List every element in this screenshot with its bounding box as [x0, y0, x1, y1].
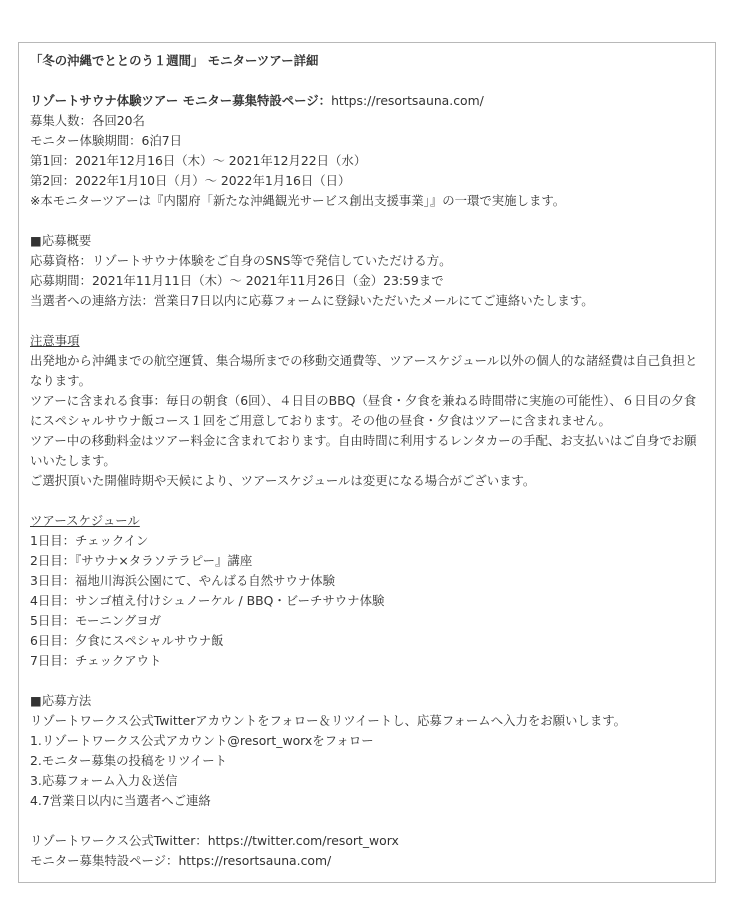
notes-heading: 注意事項 — [30, 333, 80, 348]
schedule-day: 5日目：モーニングヨガ — [30, 613, 162, 628]
schedule-day: 3日目：福地川海浜公園にて、やんばる自然サウナ体験 — [30, 573, 336, 588]
spacer — [30, 311, 707, 331]
contact-method: 当選者への連絡方法：営業日7日以内に応募フォームに登録いただいたメールにてご連絡いたします。 — [30, 293, 594, 308]
apply-step: 3.応募フォーム入力＆送信 — [30, 773, 178, 788]
notes-paragraph-1: 出発地から沖縄までの航空運賃、集合場所までの移動交通費等、ツアースケジュール以外の個人的な諸経費は自己負担となります。 — [30, 353, 698, 388]
eligibility-text: 応募資格：リゾートサウナ体験をご自身のSNS等で発信していただける方。 — [30, 253, 452, 268]
apply-step: 4.7営業日以内に当選者へご連絡 — [30, 793, 211, 808]
schedule-day: 6日目：夕食にスペシャルサウナ飯 — [30, 633, 224, 648]
notes-paragraph-4: ご選択頂いた開催時期や天候により、ツアースケジュールは変更になる場合がございます。 — [30, 473, 536, 488]
special-page-url[interactable]: https://resortsauna.com/ — [331, 93, 484, 108]
special-page-link[interactable]: モニター募集特設ページ：https://resortsauna.com/ — [30, 853, 332, 868]
spacer — [30, 671, 707, 691]
special-page-line — [30, 91, 707, 111]
schedule-day: 2日目：『サウナ×タラソテラピー』講座 — [30, 553, 253, 568]
program-note: ※本モニターツアーは『内閣府「新たな沖縄観光サービス創出支援事業」』の一環で実施します。 — [30, 193, 566, 208]
overview-heading: ■応募概要 — [30, 233, 92, 248]
notes-paragraph-3: ツアー中の移動料金はツアー料金に含まれております。自由時間に利用するレンタカーの手配、お支払いはご自身でお願いいたします。 — [30, 433, 697, 468]
spacer — [30, 211, 707, 231]
apply-step: 2.モニター募集の投稿をリツイート — [30, 753, 228, 768]
schedule-day: 1日目：チェックイン — [30, 533, 149, 548]
recruit-count: 募集人数：各回20名 — [30, 113, 145, 128]
notes-paragraph-2: ツアーに含まれる食事：毎日の朝食（6回）、４日目のBBQ（昼食・夕食を兼ねる時間帯に実施の可能性）、６日目の夕食にスペシャルサウナ飯コース１回をご用意しております。その他の昼食・夕食はツアーに含まれません。 — [30, 393, 697, 428]
apply-heading: ■応募方法 — [30, 693, 92, 708]
application-period: 応募期間：2021年11月11日（木）～ 2021年11月26日（金）23:59まで — [30, 273, 444, 288]
round-2-dates: 第2回：2022年1月10日（月）～ 2022年1月16日（日） — [30, 173, 351, 188]
spacer — [30, 491, 707, 511]
schedule-day: 4日目：サンゴ植え付けシュノーケル / BBQ・ビーチサウナ体験 — [30, 593, 385, 608]
schedule-heading: ツアースケジュール — [30, 513, 140, 528]
apply-intro: リゾートワークス公式Twitterアカウントをフォロー＆リツイートし、応募フォームへ入力をお願いします。 — [30, 713, 627, 728]
special-page-label: リゾートサウナ体験ツアー モニター募集特設ページ： — [30, 93, 332, 108]
round-1-dates: 第1回：2021年12月16日（木）～ 2021年12月22日（水） — [30, 153, 367, 168]
apply-step: 1.リゾートワークス公式アカウント@resort_worxをフォロー — [30, 733, 374, 748]
schedule-day: 7日目：チェックアウト — [30, 653, 162, 668]
article-frame — [18, 42, 716, 883]
spacer — [30, 811, 707, 831]
article-title: 「冬の沖縄でととのう１週間」 モニターツアー詳細 — [30, 53, 319, 68]
experience-period: モニター体験期間：6泊7日 — [30, 133, 183, 148]
article-content — [30, 51, 707, 871]
twitter-link[interactable]: リゾートワークス公式Twitter：https://twitter.com/resort_worx — [30, 833, 399, 848]
spacer — [30, 71, 707, 91]
